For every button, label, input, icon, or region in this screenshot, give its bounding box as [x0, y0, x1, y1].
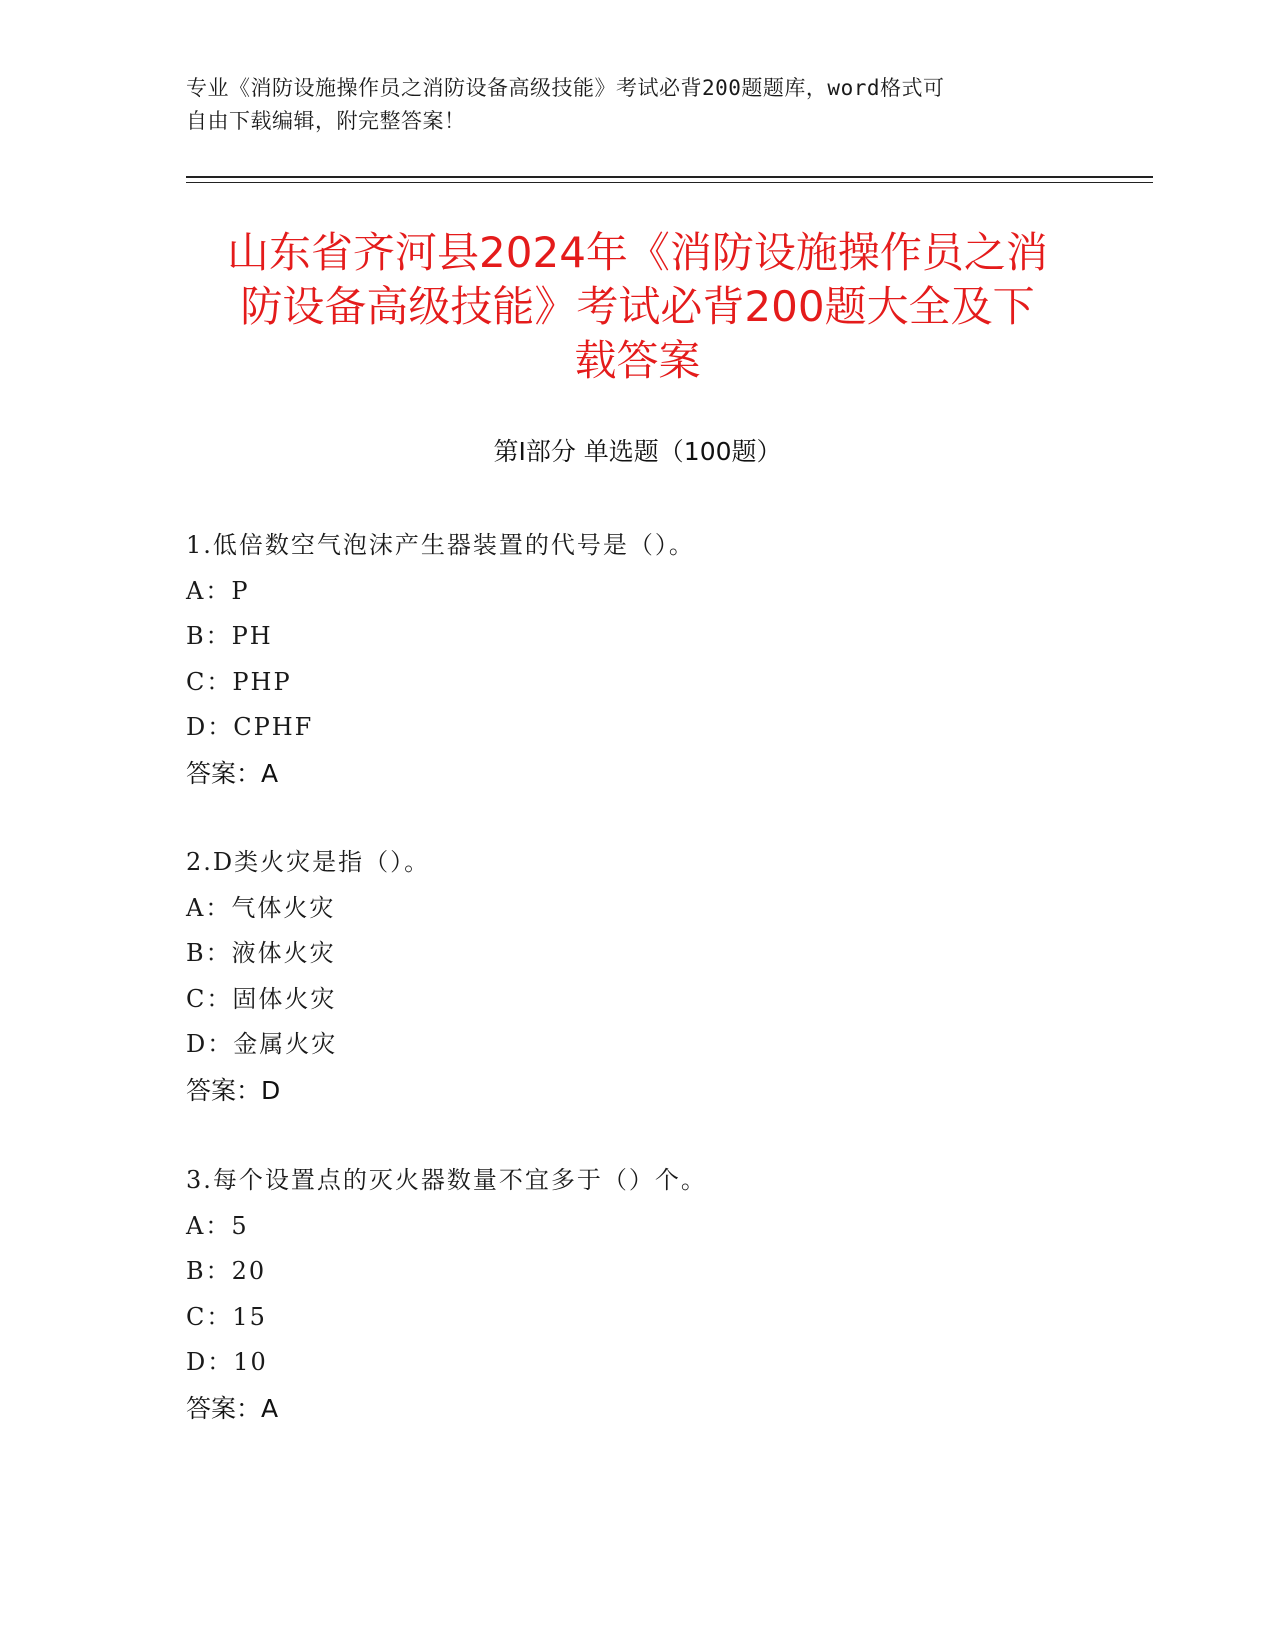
option-c: C：PHP: [186, 667, 292, 696]
header-divider-thin: [186, 182, 1153, 183]
header-note-line-1: 专业《消防设施操作员之消防设备高级技能》考试必背200题题库，word格式可: [186, 76, 945, 100]
header-note: [186, 72, 1066, 138]
document-title: [170, 226, 1105, 388]
document-title-line-2: 防设备高级技能》考试必背200题大全及下: [240, 282, 1035, 331]
option-d: D：CPHF: [186, 713, 314, 741]
question-stem: 3.每个设置点的灭火器数量不宜多于（）个。: [186, 1166, 707, 1194]
option-b: B：液体火灾: [186, 939, 336, 967]
question-stem: 1.低倍数空气泡沫产生器装置的代号是（）。: [186, 531, 695, 559]
option-c: C：15: [186, 1302, 267, 1331]
option-d: D：金属火灾: [186, 1030, 338, 1058]
option-d: D：10: [186, 1348, 268, 1376]
option-c: C：固体火灾: [186, 984, 337, 1013]
document-title-line-1: 山东省齐河县2024年《消防设施操作员之消: [227, 228, 1048, 277]
option-b: B：PH: [186, 622, 273, 650]
question-block: [186, 1158, 1086, 1431]
question-block: [186, 523, 1086, 796]
answer-line: 答案：A: [186, 758, 279, 788]
question-stem: 2.D类火灾是指（）。: [186, 848, 431, 876]
option-a: A：气体火灾: [186, 893, 336, 922]
header-note-line-2: 自由下载编辑，附完整答案！: [186, 109, 466, 133]
answer-line: 答案：D: [186, 1075, 281, 1105]
answer-line: 答案：A: [186, 1393, 279, 1423]
question-block: [186, 840, 1086, 1113]
option-a: A：5: [186, 1211, 249, 1240]
option-a: A：P: [186, 576, 250, 605]
document-title-line-3: 载答案: [574, 336, 701, 385]
header-divider-thick: [186, 176, 1153, 178]
section-title: 第I部分 单选题（100题）: [493, 437, 782, 466]
option-b: B：20: [186, 1257, 267, 1285]
